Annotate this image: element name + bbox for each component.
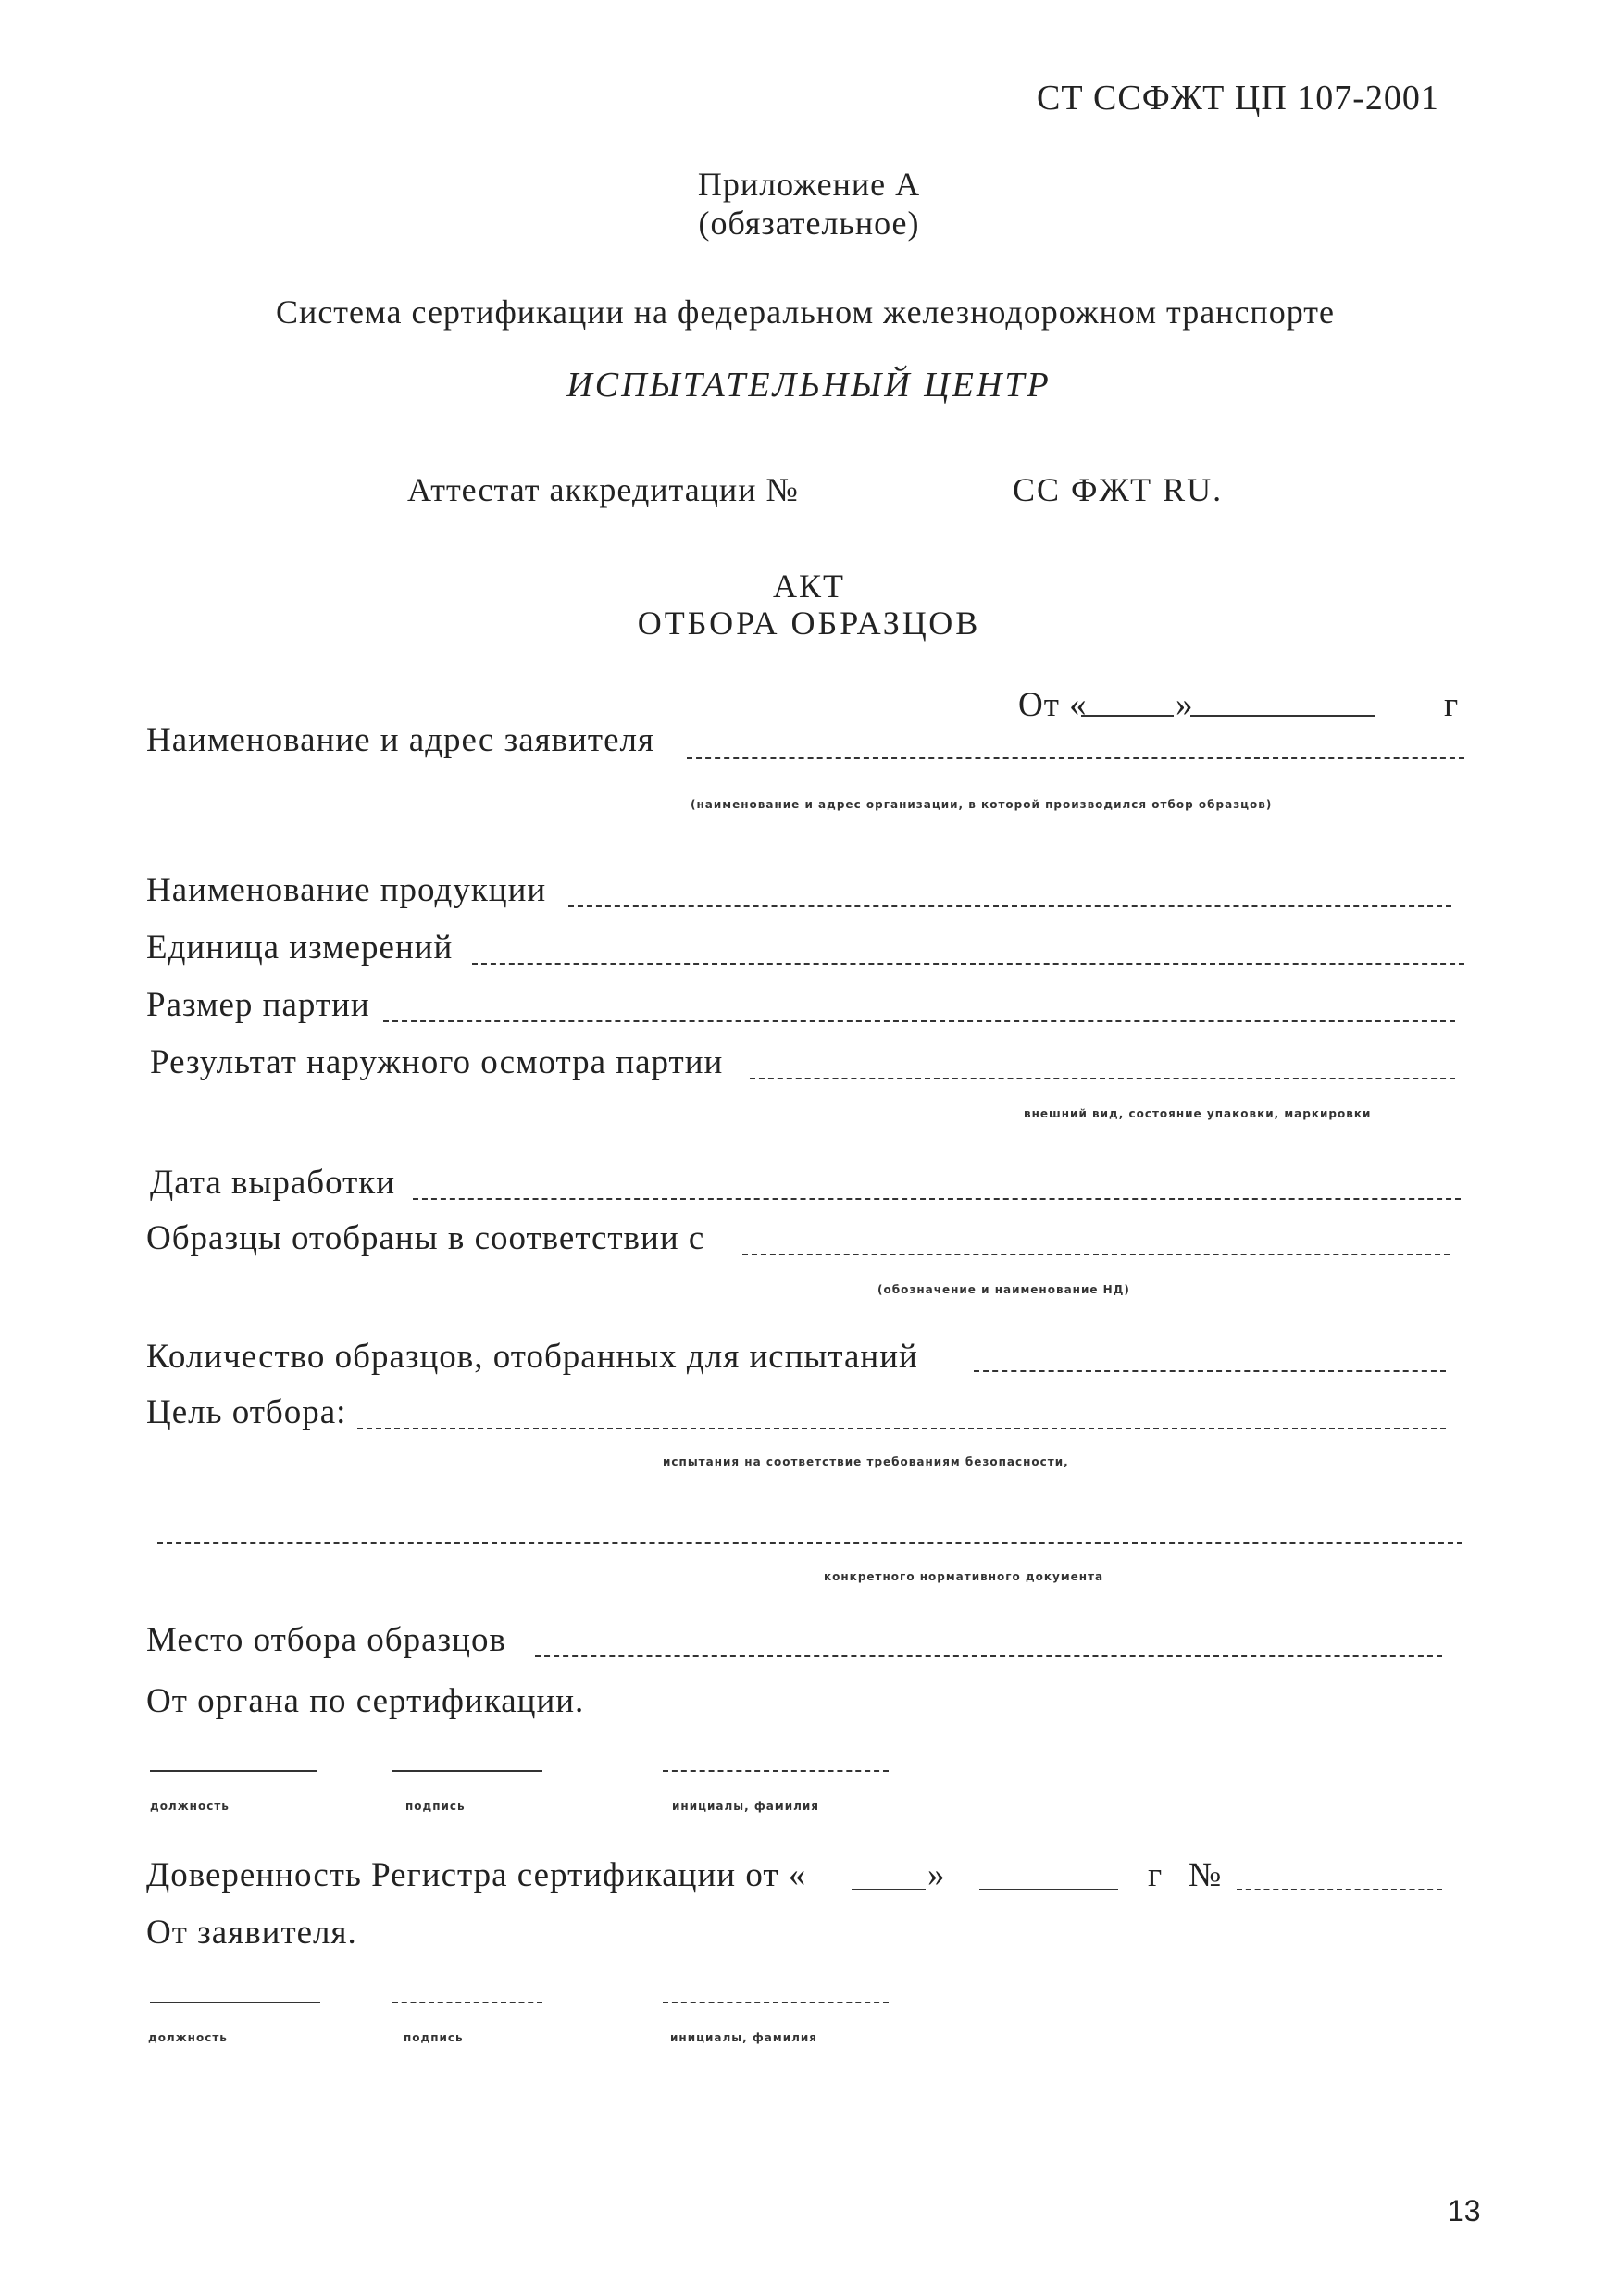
sampling-place-field[interactable] <box>535 1655 1442 1657</box>
signature1-name-caption: инициалы, фамилия <box>672 1800 820 1813</box>
production-date-field[interactable] <box>413 1198 1461 1200</box>
inspection-label: Результат наружного осмотра партии <box>150 1043 724 1081</box>
goal-field[interactable] <box>357 1428 1446 1429</box>
batch-size-label: Размер партии <box>146 986 370 1024</box>
signature1-name-line[interactable] <box>663 1770 889 1772</box>
date-prefix: От « <box>1018 686 1088 724</box>
attestat-label: Аттестат аккредитации № <box>407 471 799 508</box>
signature2-name-caption: инициалы, фамилия <box>670 2031 818 2044</box>
date-year-suffix: г <box>1444 686 1460 724</box>
poa-number-label: № <box>1189 1856 1223 1894</box>
from-certification-body: От органа по сертификации. <box>146 1682 585 1720</box>
applicant-label: Наименование и адрес заявителя <box>146 721 654 759</box>
goal-hint-2: конкретного нормативного документа <box>824 1570 1104 1583</box>
poa-number-field[interactable] <box>1237 1889 1442 1890</box>
batch-size-field[interactable] <box>383 1020 1455 1022</box>
samples-per-field[interactable] <box>742 1254 1450 1255</box>
samples-per-hint: (обозначение и наименование НД) <box>877 1283 1130 1296</box>
signature2-signature-line[interactable] <box>392 2002 542 2003</box>
applicant-field[interactable] <box>687 757 1464 759</box>
inspection-field[interactable] <box>750 1078 1455 1079</box>
sample-count-field[interactable] <box>974 1370 1446 1372</box>
samples-per-label: Образцы отобраны в соответствии с <box>146 1219 705 1257</box>
signature2-position-line[interactable] <box>150 2002 320 2003</box>
date-month-field[interactable] <box>1190 715 1375 717</box>
sampling-place-label: Место отбора образцов <box>146 1621 506 1659</box>
test-center-title: ИСПЫТАТЕЛЬНЫЙ ЦЕНТР <box>566 366 1052 405</box>
poa-year-suffix: г <box>1148 1856 1164 1894</box>
production-date-label: Дата выработки <box>150 1164 396 1202</box>
appendix-note: (обязательное) <box>698 205 920 242</box>
power-of-attorney-label: Доверенность Регистра сертификации от « <box>146 1856 807 1894</box>
attestat-code: СС ФЖТ RU. <box>1013 471 1224 508</box>
signature1-signature-caption: подпись <box>405 1800 466 1813</box>
certification-system: Система сертификации на федеральном железнодорожном транспорте <box>276 293 1335 331</box>
poa-mid: » <box>927 1856 946 1894</box>
signature2-name-line[interactable] <box>663 2002 889 2003</box>
inspection-hint: внешний вид, состояние упаковки, маркировки <box>1024 1107 1372 1120</box>
unit-field[interactable] <box>472 963 1464 965</box>
signature2-position-caption: должность <box>148 2031 228 2044</box>
page-number: 13 <box>1448 2194 1481 2227</box>
poa-month-field[interactable] <box>979 1889 1118 1890</box>
poa-day-field[interactable] <box>852 1889 926 1890</box>
goal-field-line-2[interactable] <box>157 1542 1462 1544</box>
signature1-position-line[interactable] <box>150 1770 317 1772</box>
signature2-signature-caption: подпись <box>404 2031 464 2044</box>
sample-count-label: Количество образцов, отобранных для испытаний <box>146 1338 918 1376</box>
appendix-title: Приложение А <box>697 166 921 203</box>
act-subtitle: ОТБОРА ОБРАЗЦОВ <box>637 605 981 642</box>
act-title: АКТ <box>773 568 845 605</box>
signature1-signature-line[interactable] <box>392 1770 542 1772</box>
from-applicant-label: От заявителя. <box>146 1914 357 1952</box>
unit-label: Единица измерений <box>146 929 454 967</box>
product-field[interactable] <box>568 905 1451 907</box>
date-mid: » <box>1176 686 1194 724</box>
product-label: Наименование продукции <box>146 871 547 909</box>
document-code: СТ ССФЖТ ЦП 107-2001 <box>1037 79 1439 118</box>
goal-hint: испытания на соответствие требованиям безопасности, <box>663 1455 1069 1468</box>
applicant-hint: (наименование и адрес организации, в которой производился отбор образцов) <box>691 798 1273 811</box>
signature1-position-caption: должность <box>150 1800 230 1813</box>
goal-label: Цель отбора: <box>146 1393 347 1431</box>
date-day-field[interactable] <box>1081 715 1174 717</box>
